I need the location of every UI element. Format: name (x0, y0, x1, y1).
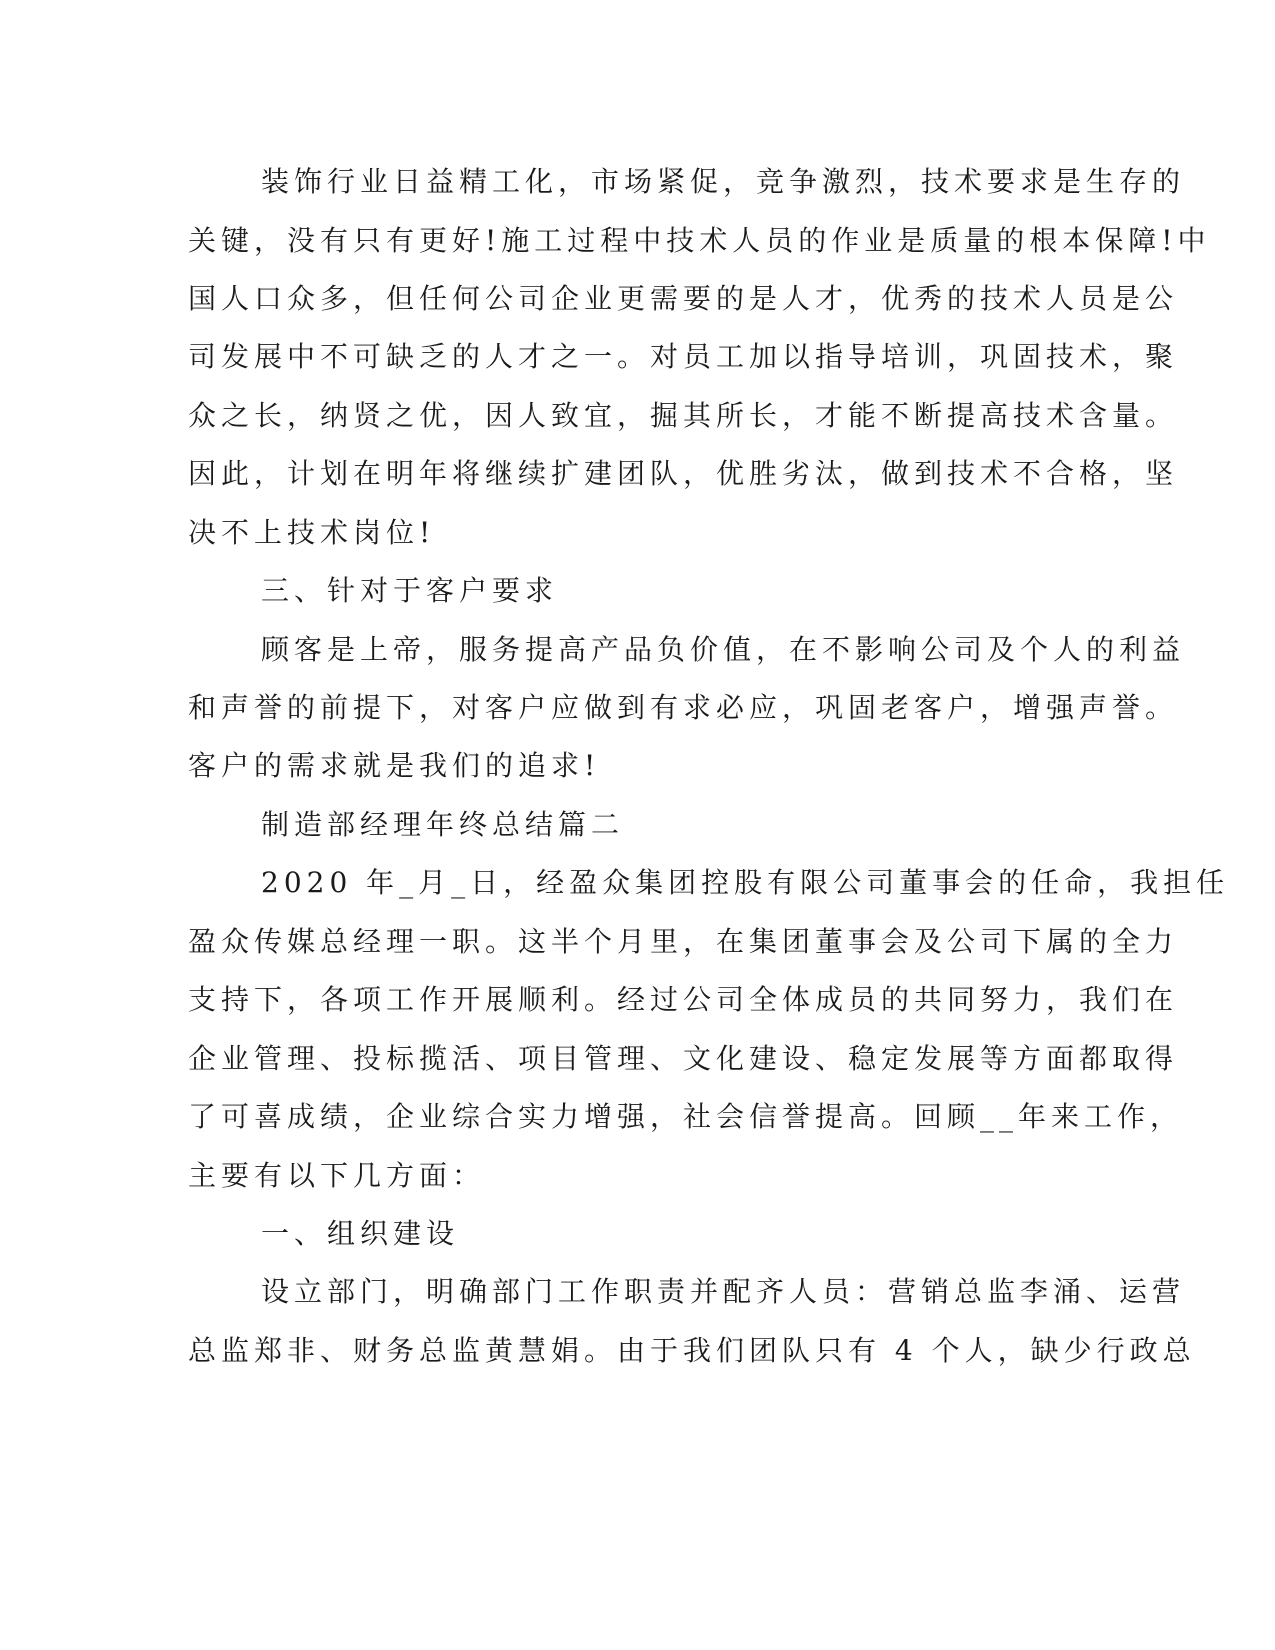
paragraph-line: 企业管理、投标揽活、项目管理、文化建设、稳定发展等方面都取得 (188, 1042, 1179, 1075)
section-heading: 一、组织建设 (261, 1217, 460, 1250)
paragraph-line: 决不上技术岗位! (188, 516, 436, 549)
paragraph-line: 装饰行业日益精工化，市场紧促，竞争激烈，技术要求是生存的 (261, 165, 1186, 198)
paragraph-line: 总监郑非、财务总监黄慧娟。由于我们团队只有 4 个人，缺少行政总 (188, 1334, 1196, 1367)
paragraph-line: 盈众传媒总经理一职。这半个月里，在集团董事会及公司下属的全力 (188, 925, 1179, 958)
paragraph-line: 主要有以下几方面： (188, 1159, 486, 1192)
paragraph-line: 关键，没有只有更好!施工过程中技术人员的作业是质量的根本保障!中 (188, 224, 1211, 257)
paragraph-line: 国人口众多，但任何公司企业更需要的是人才，优秀的技术人员是公 (188, 282, 1179, 315)
section-heading: 制造部经理年终总结篇二 (261, 808, 625, 841)
paragraph-line: 众之长，纳贤之优，因人致宜，掘其所长，才能不断提高技术含量。 (188, 399, 1179, 432)
paragraph-line: 了可喜成绩，企业综合实力增强，社会信誉提高。回顾__年来工作， (188, 1100, 1184, 1133)
section-heading: 三、针对于客户要求 (261, 574, 559, 607)
paragraph-line: 2020 年_月_日，经盈众集团控股有限公司董事会的任命，我担任 (261, 866, 1230, 899)
paragraph-line: 设立部门，明确部门工作职责并配齐人员：营销总监李涌、运营 (261, 1275, 1186, 1308)
paragraph-line: 司发展中不可缺乏的人才之一。对员工加以指导培训，巩固技术，聚 (188, 340, 1179, 373)
paragraph-line: 客户的需求就是我们的追求! (188, 749, 601, 782)
paragraph-line: 顾客是上帝，服务提高产品负价值，在不影响公司及个人的利益 (261, 633, 1186, 666)
paragraph-line: 支持下，各项工作开展顺利。经过公司全体成员的共同努力，我们在 (188, 983, 1179, 1016)
paragraph-line: 和声誉的前提下，对客户应做到有求必应，巩固老客户，增强声誉。 (188, 691, 1179, 724)
paragraph-line: 因此，计划在明年将继续扩建团队，优胜劣汰，做到技术不合格，坚 (188, 457, 1179, 490)
